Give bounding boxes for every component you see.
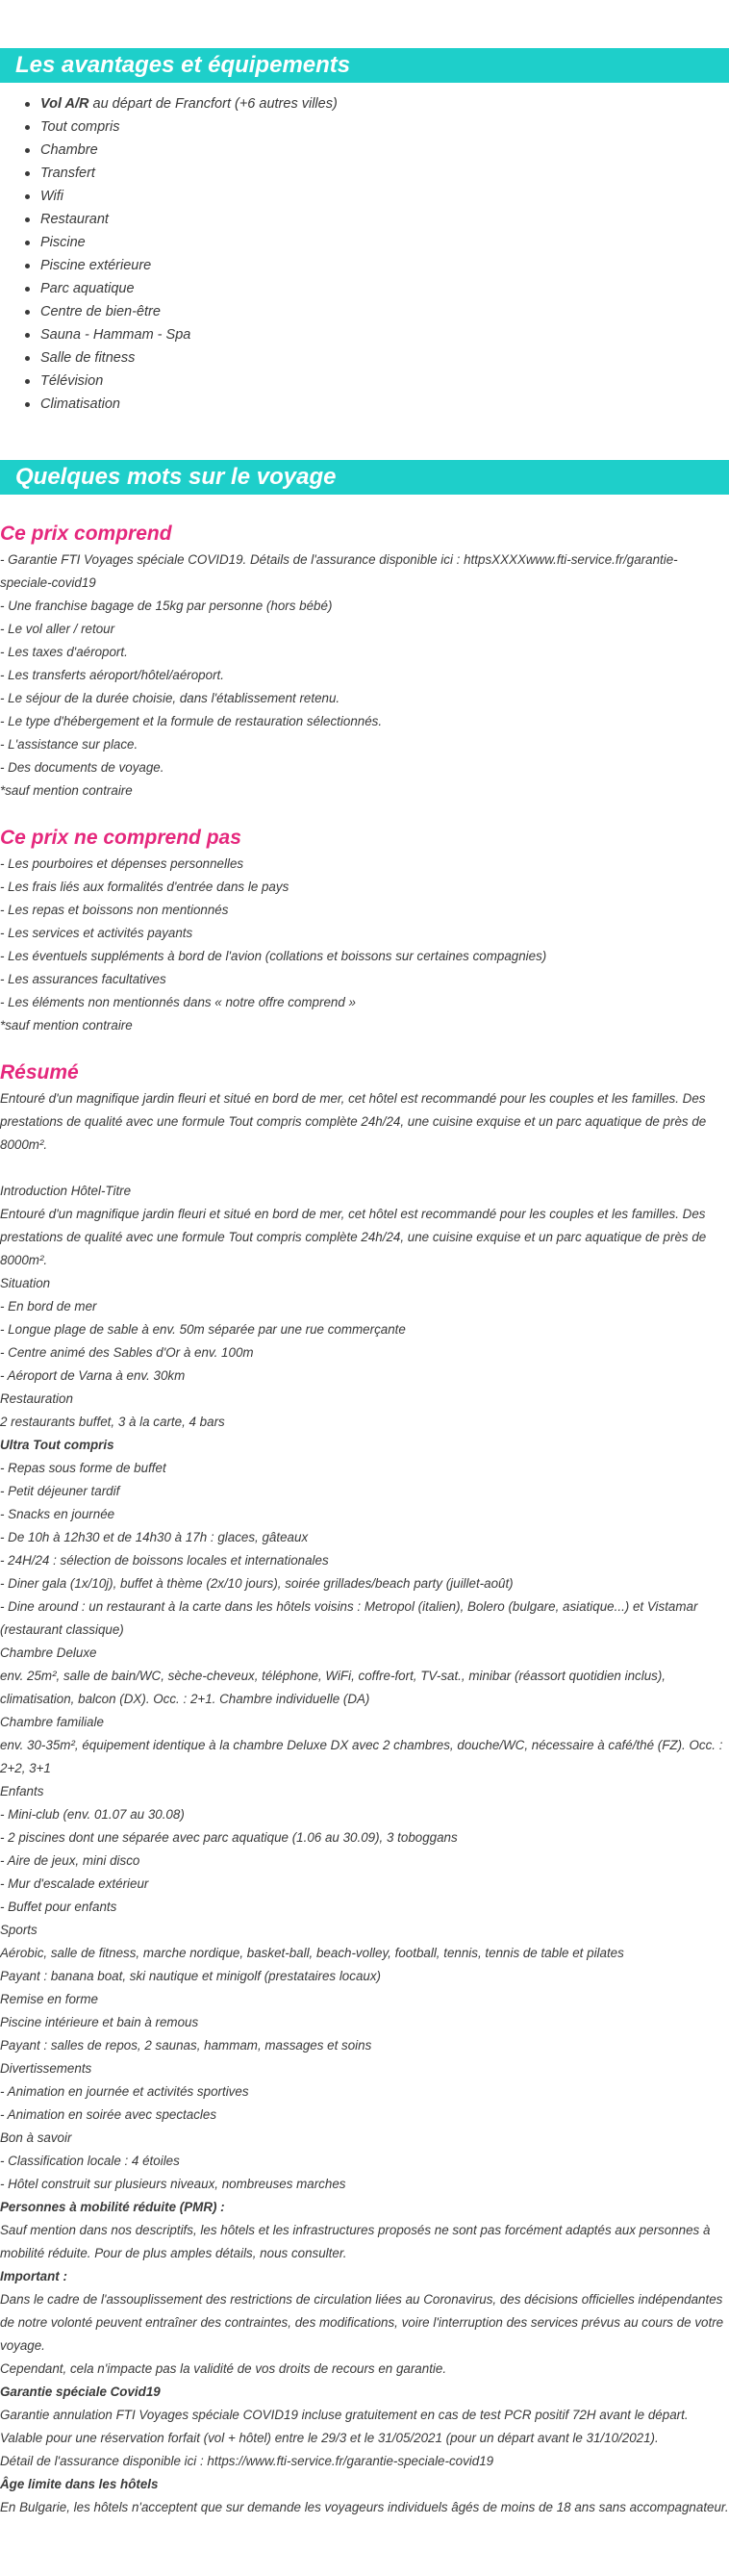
list-item: - Les taxes d'aéroport.: [0, 645, 128, 659]
list-item: - Animation en soirée avec spectacles: [0, 2107, 217, 2122]
list-item: Transfert: [25, 162, 729, 185]
list-item: - Des documents de voyage.: [0, 760, 164, 775]
voyage-title: Quelques mots sur le voyage: [0, 460, 729, 495]
list-item: - Le type d'hébergement et la formule de restauration sélectionnés.: [0, 714, 383, 728]
list-item: - Les services et activités payants: [0, 926, 193, 940]
list-item: - Snacks en journée: [0, 1507, 115, 1521]
text-line: Piscine intérieure et bain à remous: [0, 2015, 199, 2029]
list-item: - Le vol aller / retour: [0, 622, 115, 636]
list-item: - Hôtel construit sur plusieurs niveaux, nombreuses marches: [0, 2177, 346, 2191]
list-item: Tout compris: [25, 115, 729, 139]
subheading: Restauration: [0, 1391, 73, 1406]
list-item: - Le séjour de la durée choisie, dans l'établissement retenu.: [0, 691, 340, 705]
excludes-title: Ce prix ne comprend pas: [0, 827, 241, 849]
list-item: Climatisation: [25, 393, 729, 416]
list-item: - Dine around : un restaurant à la carte dans les hôtels voisins : Metropol (italien), Bolero (bulgare, asiatique...) et Vistamar (restaurant classique): [0, 1599, 698, 1637]
list-item: Piscine extérieure: [25, 254, 729, 277]
list-item: - Garantie FTI Voyages spéciale COVID19. Détails de l'assurance disponible ici : httpsXXXXwww.fti-service.fr/garantie-speciale-covid19: [0, 552, 678, 590]
list-item: - 2 piscines dont une séparée avec parc aquatique (1.06 au 30.09), 3 toboggans: [0, 1830, 458, 1845]
list-item: - Aéroport de Varna à env. 30km: [0, 1368, 186, 1383]
equipments-list: [0, 92, 729, 416]
list-item: - Les repas et boissons non mentionnés: [0, 903, 229, 917]
text-line: Valable pour une réservation forfait (vol + hôtel) entre le 29/3 et le 31/05/2021 (pour un départ avant le 31/10/2021).: [0, 2431, 659, 2445]
list-item: - Petit déjeuner tardif: [0, 1484, 120, 1498]
list-item: Sauna - Hammam - Spa: [25, 323, 729, 346]
list-item: Piscine: [25, 231, 729, 254]
includes-list: [0, 548, 729, 803]
list-item: Restaurant: [25, 208, 729, 231]
flight-detail: au départ de Francfort (+6 autres villes): [88, 96, 338, 112]
text-line: Payant : salles de repos, 2 saunas, hammam, massages et soins: [0, 2038, 372, 2053]
list-item: - Longue plage de sable à env. 50m séparée par une rue commerçante: [0, 1322, 406, 1337]
footnote: *sauf mention contraire: [0, 783, 133, 798]
footnote: *sauf mention contraire: [0, 1018, 133, 1033]
text-line: Détail de l'assurance disponible ici : https://www.fti-service.fr/garantie-speciale-covid19: [0, 2454, 494, 2468]
list-item: - En bord de mer: [0, 1299, 97, 1314]
list-item: - 24H/24 : sélection de boissons locales et internationales: [0, 1553, 329, 1568]
text-line: Payant : banana boat, ski nautique et minigolf (prestataires locaux): [0, 1969, 381, 1983]
list-item: - Aire de jeux, mini disco: [0, 1853, 140, 1868]
list-item: Télévision: [25, 370, 729, 393]
subheading: Situation: [0, 1276, 51, 1290]
summary-text: Entouré d'un magnifique jardin fleuri et situé en bord de mer, cet hôtel est recommandé pour les couples et les familles. Des prestations de qualité avec une formule Tout compris complète 24h/24, une cuisine exquise et un parc aquatique de près de 8000m².: [0, 1207, 707, 1267]
list-item: - Les pourboires et dépenses personnelles: [0, 856, 244, 871]
list-item: - Mini-club (env. 01.07 au 30.08): [0, 1807, 185, 1822]
list-item: - Classification locale : 4 étoiles: [0, 2154, 180, 2168]
list-item: [25, 92, 729, 115]
list-item: - Mur d'escalade extérieur: [0, 1876, 149, 1891]
list-item: Salle de fitness: [25, 346, 729, 370]
subheading: Enfants: [0, 1784, 44, 1798]
summary-title: Résumé: [0, 1061, 79, 1084]
list-item: Parc aquatique: [25, 277, 729, 300]
list-item: - De 10h à 12h30 et de 14h30 à 17h : glaces, gâteaux: [0, 1530, 309, 1544]
subheading: Âge limite dans les hôtels: [0, 2477, 159, 2491]
subheading: Chambre familiale: [0, 1715, 104, 1729]
list-item: Centre de bien-être: [25, 300, 729, 323]
equipments-title: Les avantages et équipements: [0, 48, 729, 83]
text-line: Garantie annulation FTI Voyages spéciale COVID19 incluse gratuitement en cas de test PCR positif 72H avant le départ.: [0, 2408, 689, 2422]
summary-intro: Entouré d'un magnifique jardin fleuri et situé en bord de mer, cet hôtel est recommandé pour les couples et les familles. Des prestations de qualité avec une formule Tout compris complète 24h/24, une cuisine exquise et un parc aquatique de près de 8000m².: [0, 1091, 707, 1152]
subheading: Ultra Tout compris: [0, 1438, 114, 1452]
subheading: Bon à savoir: [0, 2130, 72, 2145]
list-item: - Animation en journée et activités sportives: [0, 2084, 249, 2099]
list-item: - Les éventuels suppléments à bord de l'avion (collations et boissons sur certaines compagnies): [0, 949, 547, 963]
subheading: Introduction Hôtel-Titre: [0, 1184, 132, 1198]
list-item: - Les frais liés aux formalités d'entrée dans le pays: [0, 880, 289, 894]
list-item: Wifi: [25, 185, 729, 208]
text-line: env. 30-35m², équipement identique à la chambre Deluxe DX avec 2 chambres, douche/WC, nécessaire à café/thé (FZ). Occ. : 2+2, 3+1: [0, 1738, 723, 1775]
text-line: Dans le cadre de l'assouplissement des restrictions de circulation liées au Coronavirus, des décisions officielles indépendantes de notre volonté peuvent entraîner des contraintes, des modifications, voire l'interruption des services prévus au cours de votre voyage.: [0, 2292, 724, 2353]
includes-title: Ce prix comprend: [0, 523, 172, 545]
list-item: - Une franchise bagage de 15kg par personne (hors bébé): [0, 599, 333, 613]
list-item: - Buffet pour enfants: [0, 1900, 117, 1914]
text-line: En Bulgarie, les hôtels n'acceptent que sur demande les voyageurs individuels âgés de moins de 18 ans sans accompagnateur.: [0, 2500, 729, 2514]
list-item: - Les éléments non mentionnés dans « notre offre comprend »: [0, 995, 356, 1009]
subheading: Personnes à mobilité réduite (PMR) :: [0, 2200, 225, 2214]
subheading: Remise en forme: [0, 1992, 98, 2006]
subheading: Sports: [0, 1923, 38, 1937]
excludes-list: [0, 853, 729, 1037]
subheading: Important :: [0, 2269, 67, 2283]
list-item: Chambre: [25, 139, 729, 162]
summary-body: [0, 1087, 729, 2519]
spacer: [0, 1157, 729, 1180]
subheading: Divertissements: [0, 2061, 92, 2076]
list-item: - Repas sous forme de buffet: [0, 1461, 166, 1475]
list-item: - Les assurances facultatives: [0, 972, 166, 986]
text-line: Cependant, cela n'impacte pas la validité de vos droits de recours en garantie.: [0, 2361, 447, 2376]
subheading: Chambre Deluxe: [0, 1645, 97, 1660]
text-line: 2 restaurants buffet, 3 à la carte, 4 bars: [0, 1415, 225, 1429]
text-line: Aérobic, salle de fitness, marche nordique, basket-ball, beach-volley, football, tennis, tennis de table et pilates: [0, 1946, 624, 1960]
list-item: - Les transferts aéroport/hôtel/aéroport.: [0, 668, 224, 682]
subheading: Garantie spéciale Covid19: [0, 2385, 161, 2399]
text-line: env. 25m², salle de bain/WC, sèche-cheveux, téléphone, WiFi, coffre-fort, TV-sat., minibar (réassort quotidien inclus), climatisation, balcon (DX). Occ. : 2+1. Chambre individuelle (DA): [0, 1669, 666, 1706]
text-line: Sauf mention dans nos descriptifs, les hôtels et les infrastructures proposés ne sont pas forcément adaptés aux personnes à mobilité réduite. Pour de plus amples détails, nous consulter.: [0, 2223, 711, 2260]
list-item: - L'assistance sur place.: [0, 737, 138, 752]
list-item: - Diner gala (1x/10j), buffet à thème (2x/10 jours), soirée grillades/beach party (juillet-août): [0, 1576, 514, 1591]
flight-label: Vol A/R: [40, 96, 89, 112]
list-item: - Centre animé des Sables d'Or à env. 100m: [0, 1345, 254, 1360]
